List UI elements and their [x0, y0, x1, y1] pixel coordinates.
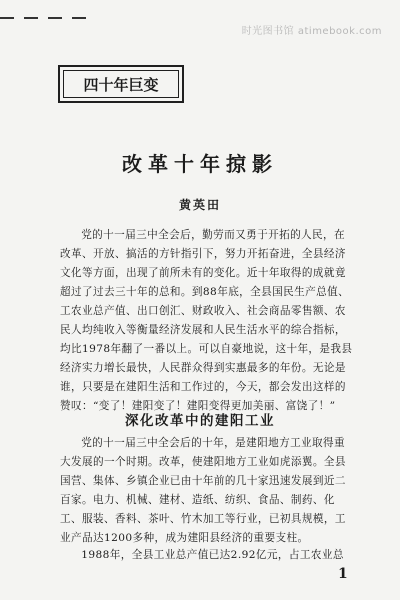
watermark: 时光图书馆 atimebook.com	[241, 26, 382, 37]
article-author: 黄英田	[178, 198, 221, 212]
intro-paragraph: 党的十一届三中全会后，勤劳而又勇于开拓的人民，在改革、开放、搞活的方针指引下，努力开拓奋进，全县经济文化等方面，出现了前所未有的变化。近十年取得的成就竟超过了过去三十年的总和。到88年底，全县国民生产总值、工农业总产值、出口创汇、财政收入、社会商品零售额、农民人均纯收入等衡量经济发展和人民生活水平的综合指标，均比1978年翻了一番以上。可以自豪地说，这十年，是我县经济实力增长最快，人民群众得到实惠最多的年份。无论是谁，只要是在建阳生活和工作过的，今天，都会发出这样的赞叹：“变了！建阳变了！建阳变得更加美丽、富饶了！”	[60, 229, 353, 412]
output-paragraph: 1988年，全县工业总产值已达2.92亿元，占工农业总	[81, 549, 344, 561]
section-label: 四十年巨变	[83, 75, 159, 94]
article-title: 改革十年掠影	[122, 152, 278, 176]
section-heading: 深化改革中的建阳工业	[125, 413, 275, 429]
section-label-box	[58, 65, 184, 103]
top-rule	[0, 4, 120, 10]
industry-paragraph: 党的十一届三中全会后的十年，是建阳地方工业取得重大发展的一个时期。改革，使建阳地方工业如虎添翼。全县国营、集体、乡镇企业已由十年前的几十家迅速发展到近二百家。电力、机械、建材、造纸、纺织、食品、制药、化工、服装、香料、茶叶、竹木加工等行业，已初具规模，工业产品达1200多种，成为建阳县经济的重要支柱。	[60, 437, 346, 544]
page-number: 1	[338, 566, 348, 582]
